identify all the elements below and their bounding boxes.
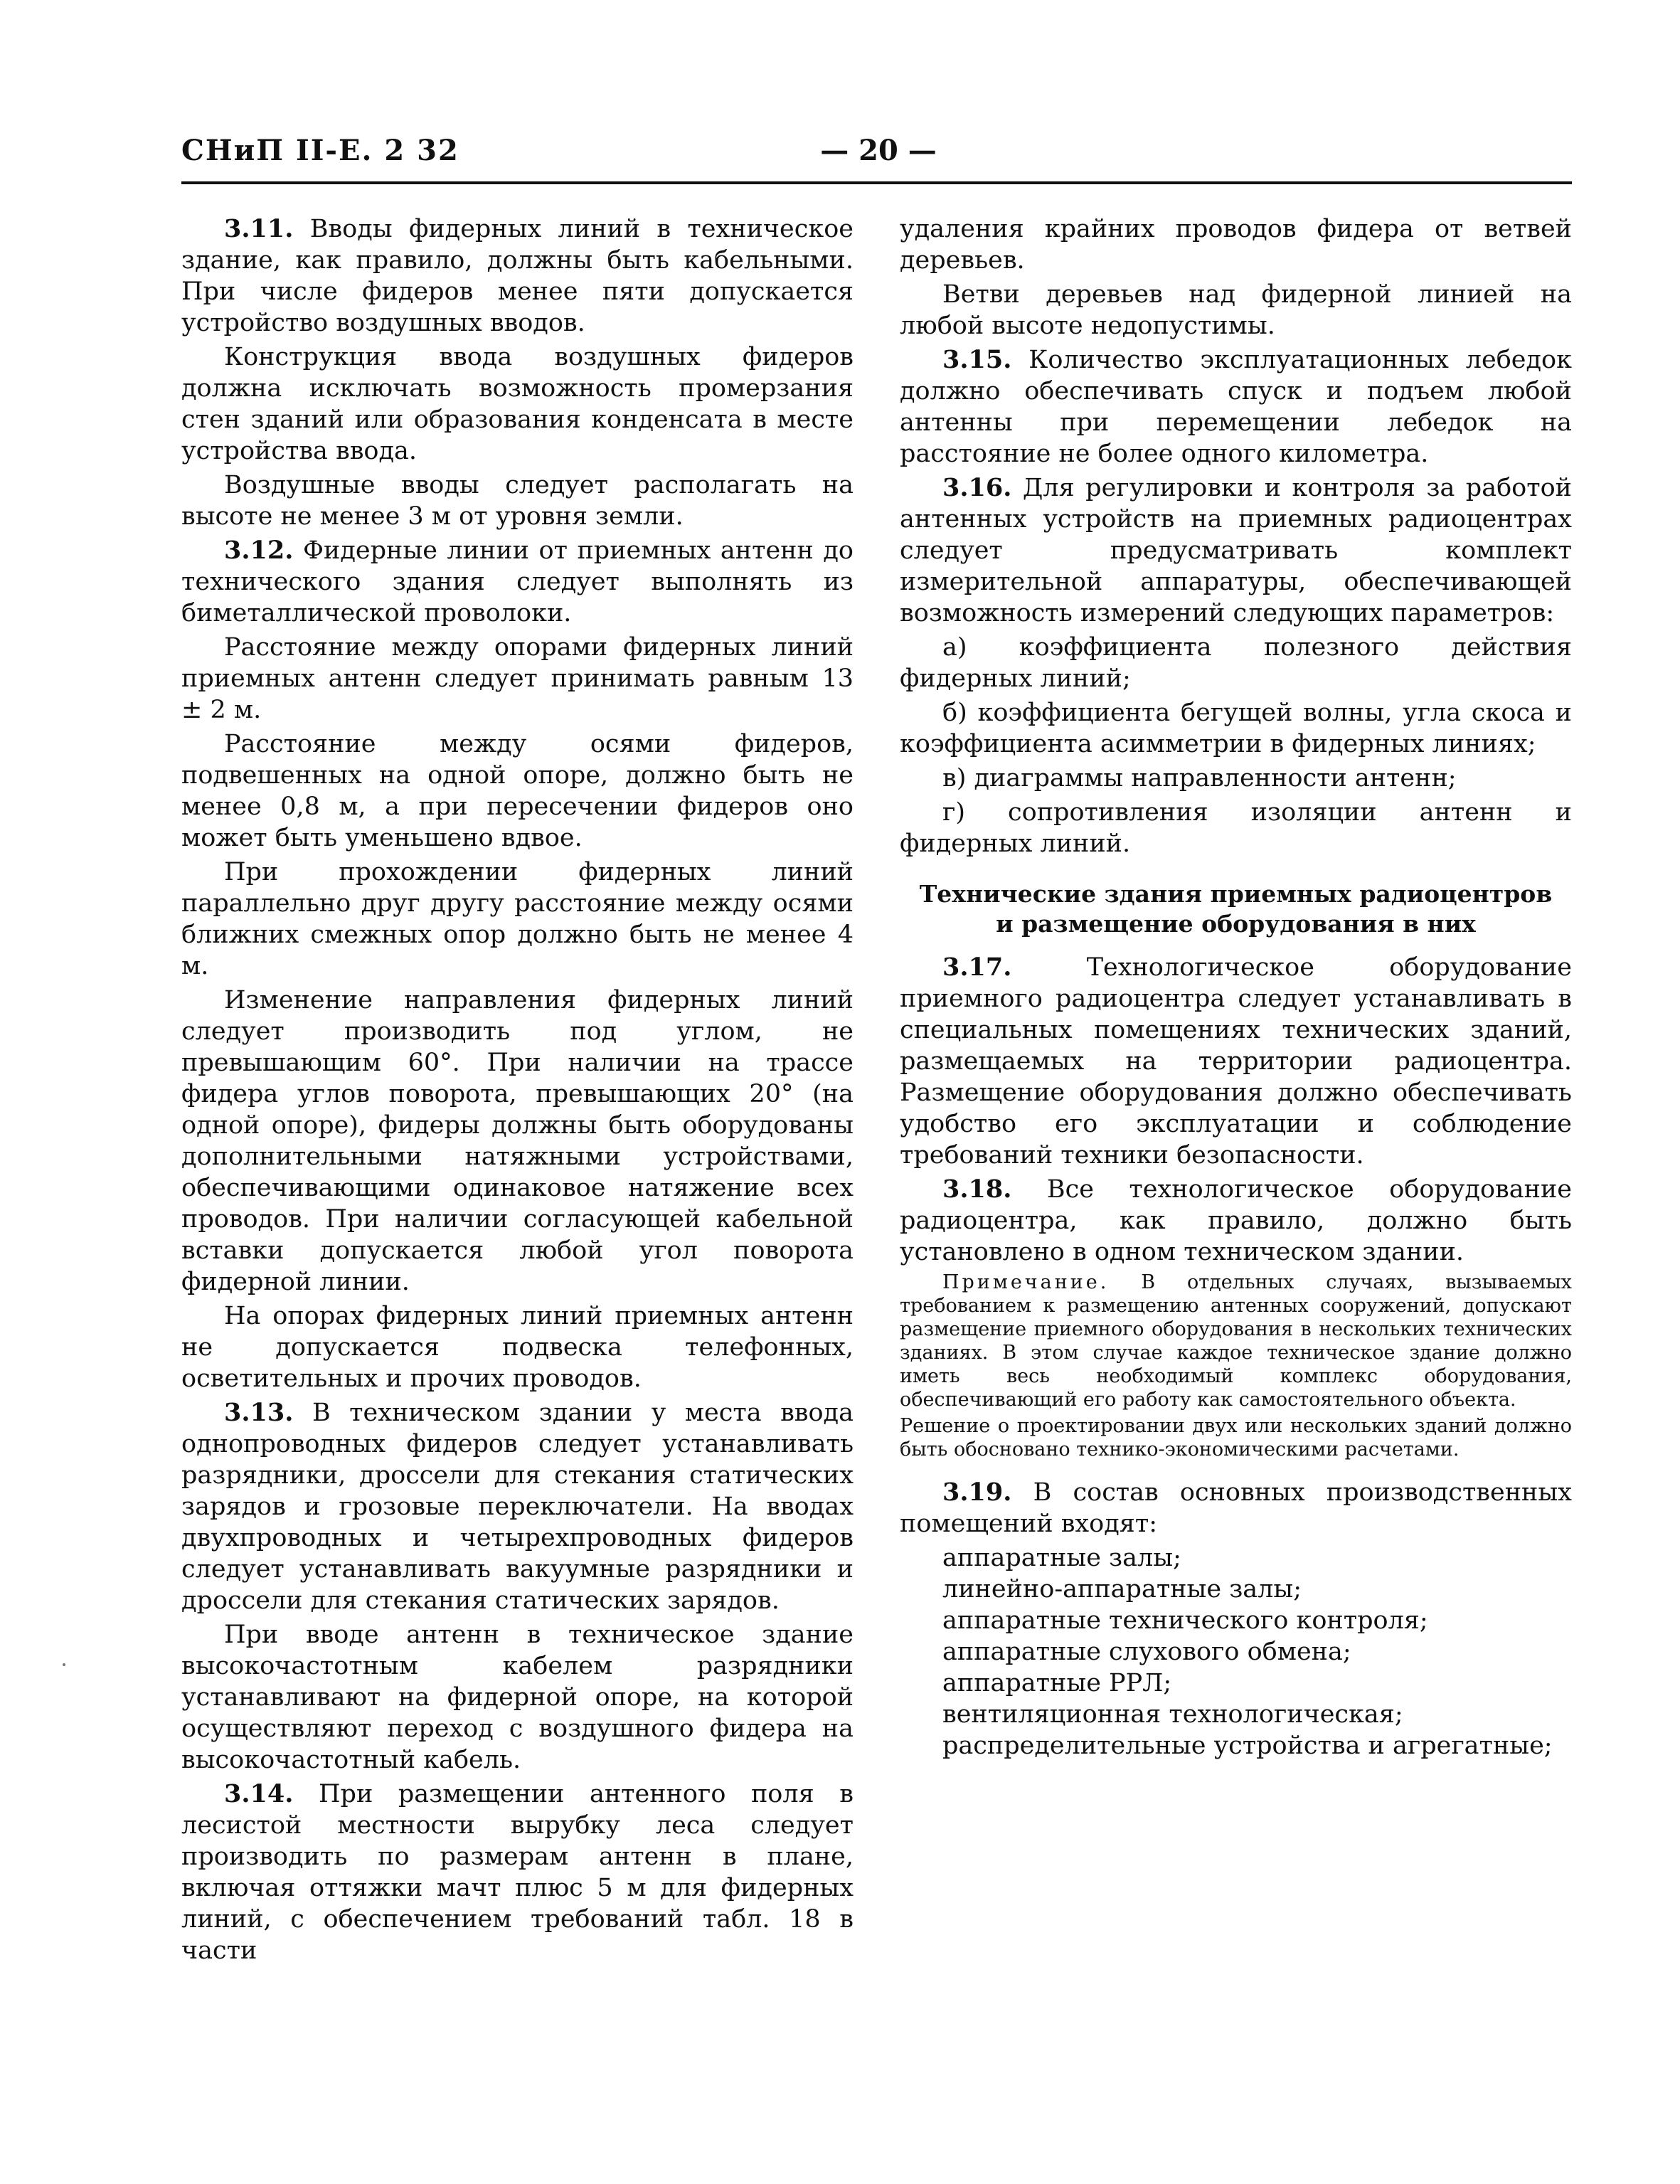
list-item: линейно-аппаратные залы;	[942, 1575, 1302, 1603]
note-label: Примечание.	[942, 1271, 1110, 1293]
list-item: г) сопротивления изоляции антенн и фидерных линий.	[900, 798, 1572, 858]
paragraph-3-14	[181, 1779, 854, 1966]
paragraph-text: Технологическое оборудование приемного радиоцентра следует устанавливать в специальных помещениях технических зданий, размещаемых на территории радиоцентра. Размещение оборудования должно обеспечивать удобство его эксплуатации и соблюдение требований техники безопасности.	[900, 953, 1572, 1170]
paragraph: Конструкция ввода воздушных фидеров должна исключать возможность промерзания стен зданий или образования конденсата в месте устройства ввода.	[181, 343, 854, 465]
paragraph-3-18	[900, 1174, 1572, 1268]
list-item: аппаратные РРЛ;	[942, 1669, 1172, 1697]
note	[900, 1271, 1572, 1411]
paragraph-3-19	[900, 1477, 1572, 1539]
list-item: б) коэффициента бегущей волны, угла скоса и коэффициента асимметрии в фидерных линиях;	[900, 699, 1572, 758]
right-column	[900, 213, 1572, 1761]
paragraph: Изменение направления фидерных линий следует производить под углом, не превышающим 60°. При наличии на трассе фидера углов поворота, превышающих 20° (на одной опоре), фидеры должны быть оборудованы дополнительными натяжными устройствами, обеспечивающими одинаковое натяжение всех проводов. При наличии согласующей кабельной вставки допускается любой угол поворота фидерной линии.	[181, 986, 854, 1296]
list-item: аппаратные технического контроля;	[942, 1606, 1428, 1635]
paragraph-text: В техническом здании у места ввода однопроводных фидеров следует устанавливать разрядники, дроссели для стекания статических зарядов и грозовые переключатели. На вводах двухпроводных и четырехпроводных фидеров следует устанавливать вакуумные разрядники и дроссели для стекания статических зарядов.	[181, 1399, 854, 1615]
note-text: В отдельных случаях, вызываемых требованием к размещению антенных сооружений, допускают размещение приемного оборудования в нескольких технических зданиях. В этом случае каждое техническое здание должно иметь весь необходимый комплекс оборудования, обеспечивающий его работу как самостоятельного объекта.	[900, 1271, 1572, 1411]
paragraph-text: Все технологическое оборудование радиоцентра, как правило, должно быть установлено в одном техническом здании.	[900, 1175, 1572, 1266]
document-code: СНиП II-Е. 2 32	[181, 134, 459, 167]
paragraph-3-17	[900, 952, 1572, 1171]
scan-speck	[63, 1663, 65, 1666]
list-item: аппаратные залы;	[942, 1544, 1181, 1572]
paragraph-3-16	[900, 472, 1572, 629]
paragraph: На опорах фидерных линий приемных антенн не допускается подвеска телефонных, осветительных и прочих проводов.	[181, 1302, 854, 1393]
paragraph-text: Фидерные линии от приемных антенн до технического здания следует выполнять из биметаллической проволоки.	[181, 536, 854, 627]
list-item: а) коэффициента полезного действия фидерных линий;	[900, 633, 1572, 693]
section-heading-line: Технические здания приемных радиоцентров	[919, 880, 1553, 908]
paragraph: Расстояние между осями фидеров, подвешенных на одной опоре, должно быть не менее 0,8 м, а при пересечении фидеров оно может быть уменьшено вдвое.	[181, 730, 854, 852]
page-number: — 20 —	[820, 134, 937, 167]
paragraph-text: Для регулировки и контроля за работой антенных устройств на приемных радиоцентрах следует предусматривать комплект измерительной аппаратуры, обеспечивающей возможность измерений следующих параметров:	[900, 474, 1572, 627]
paragraph-3-11	[181, 213, 854, 339]
premises-list	[900, 1542, 1572, 1761]
list-item: аппаратные слухового обмена;	[942, 1638, 1351, 1666]
list-item: распределительные устройства и агрегатные;	[942, 1732, 1553, 1760]
clause-number: 3.17.	[942, 953, 1012, 982]
clause-number: 3.19.	[942, 1478, 1012, 1507]
list-item: в) диаграммы направленности антенн;	[942, 764, 1457, 793]
header-rule	[181, 181, 1572, 184]
note-continued: Решение о проектировании двух или нескольких зданий должно быть обосновано технико-экономическими расчетами.	[900, 1415, 1572, 1461]
paragraph: При вводе антенн в техническое здание высокочастотным кабелем разрядники устанавливают на фидерной опоре, на которой осуществляют переход с воздушного фидера на высокочастотный кабель.	[181, 1621, 854, 1774]
paragraph: Ветви деревьев над фидерной линией на любой высоте недопустимы.	[900, 280, 1572, 340]
paragraph-text: При размещении антенного поля в лесистой местности вырубку леса следует производить по размерам антенн в плане, включая оттяжки мачт плюс 5 м для фидерных линий, с обеспечением требований табл. 18 в части	[181, 1780, 854, 1965]
paragraph-text: Количество эксплуатационных лебедок должно обеспечивать спуск и подъем любой антенны при перемещении лебедок на расстояние не более одного километра.	[900, 346, 1572, 468]
page-header	[181, 134, 1572, 178]
clause-number: 3.11.	[224, 214, 294, 243]
clause-number: 3.14.	[224, 1779, 294, 1808]
paragraph-3-15	[900, 344, 1572, 470]
paragraph-continued: удаления крайних проводов фидера от ветвей деревьев.	[900, 215, 1572, 275]
left-column	[181, 213, 854, 1969]
paragraph-text: В состав основных производственных помещений входят:	[900, 1478, 1572, 1538]
section-heading	[900, 879, 1572, 939]
clause-number: 3.15.	[942, 345, 1012, 374]
clause-number: 3.13.	[224, 1398, 294, 1427]
paragraph-3-12	[181, 535, 854, 629]
clause-number: 3.16.	[942, 473, 1012, 502]
paragraph: Расстояние между опорами фидерных линий приемных антенн следует принимать равным 13 ± 2 м.	[181, 633, 854, 724]
paragraph-3-13	[181, 1397, 854, 1616]
paragraph: Воздушные вводы следует располагать на высоте не менее 3 м от уровня земли.	[181, 471, 854, 531]
list-item: вентиляционная технологическая;	[942, 1700, 1403, 1729]
clause-number: 3.12.	[224, 536, 294, 565]
paragraph-text: Вводы фидерных линий в техническое здание, как правило, должны быть кабельными. При числе фидеров менее пяти допускается устройство воздушных вводов.	[181, 215, 854, 337]
section-heading-line: и размещение оборудования в них	[996, 910, 1476, 938]
paragraph: При прохождении фидерных линий параллельно друг другу расстояние между осями ближних смежных опор должно быть не менее 4 м.	[181, 858, 854, 980]
clause-number: 3.18.	[942, 1175, 1012, 1204]
